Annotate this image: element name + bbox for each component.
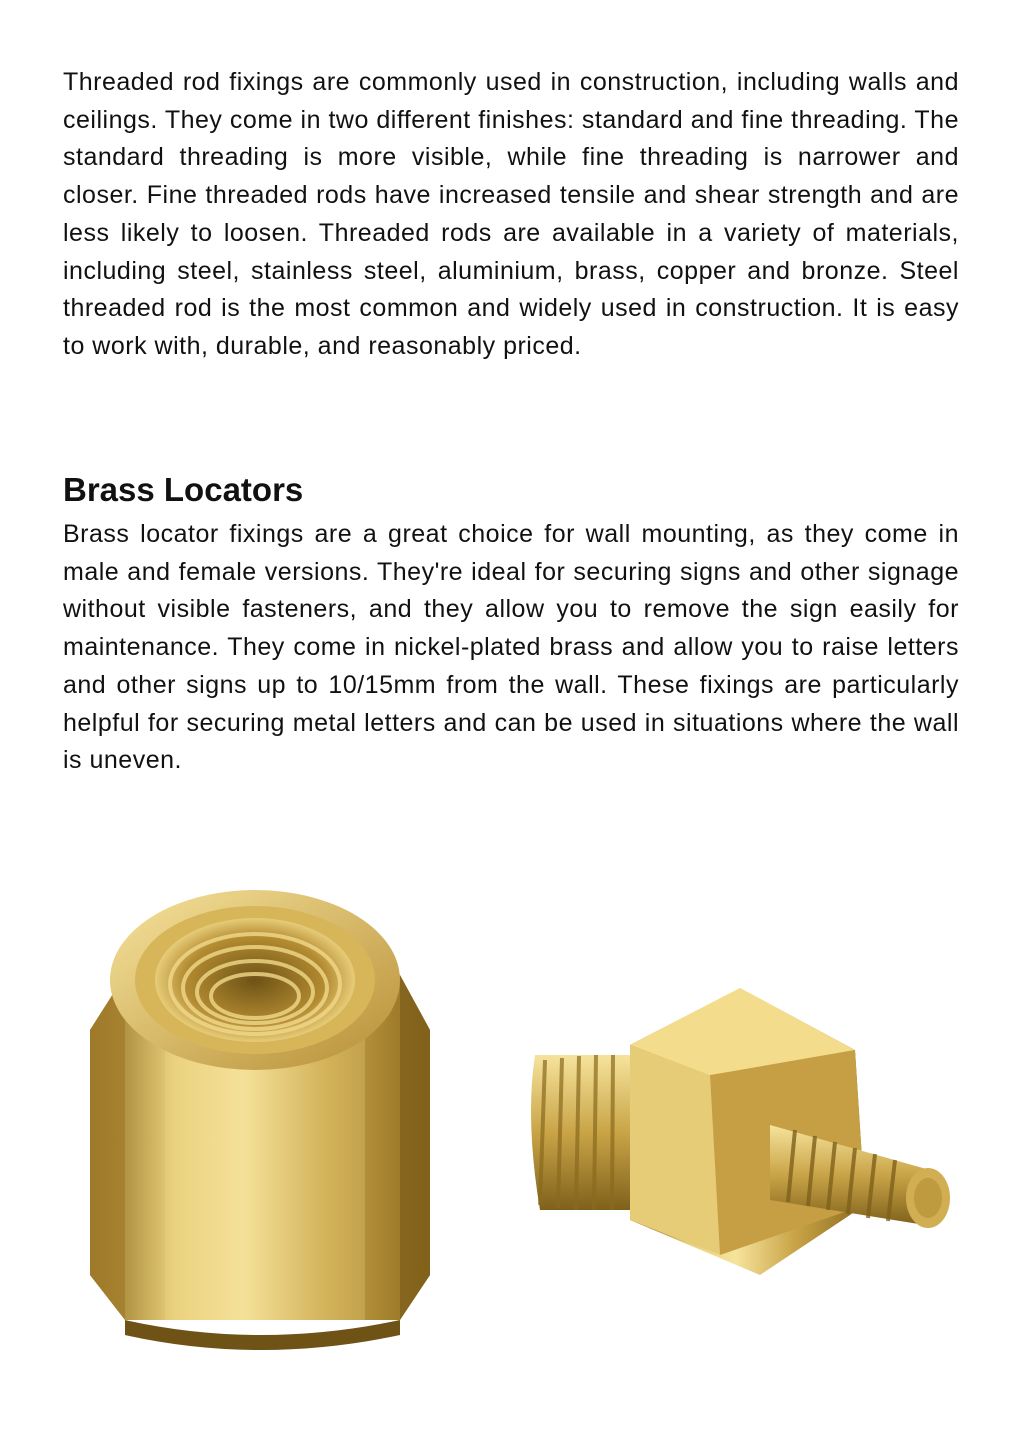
female-brass-locator <box>90 890 430 1350</box>
brass-locators-paragraph: Brass locator fixings are a great choice for wall mounting, as they come in male and female versions. They're ideal for securing signs and other signage without visible fasteners, and they allow you to remove the sign easily for maintenance. They come in nickel-plated brass and allow you to raise letters and other signs up to 10/15mm from the wall. These fixings are particularly helpful for securing metal letters and can be used in situations where the wall is uneven. <box>63 520 959 775</box>
brass-locators-section <box>63 516 959 780</box>
male-brass-locator <box>531 988 950 1275</box>
intro-paragraph: Threaded rod fixings are commonly used in construction, including walls and ceilings. They come in two different finishes: standard and fine threading. The standard threading is more visible, while fine threading is narrower and closer. Fine threaded rods have increased tensile and shear strength and are less likely to loosen. Threaded rods are available in a variety of materials, including steel, stainless steel, aluminium, brass, copper and bronze. Steel threaded rod is the most common and widely used in construction. It is easy to work with, durable, and reasonably priced. <box>63 68 959 360</box>
intro-section <box>63 64 959 366</box>
section-heading-brass-locators: Brass Locators <box>63 471 304 508</box>
brass-locators-photo <box>70 880 970 1400</box>
